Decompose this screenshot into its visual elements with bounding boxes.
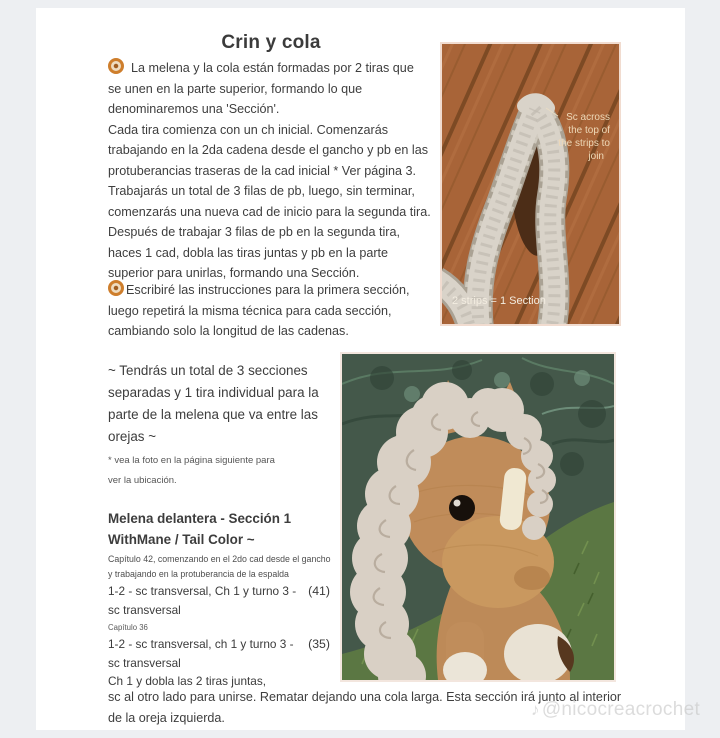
sections-note bbox=[108, 360, 319, 448]
text-line: luego repetirá la misma técnica para cada sección, bbox=[108, 303, 392, 318]
pattern-note: y trabajando en la protuberancia de la espalda bbox=[108, 569, 289, 579]
stitch-count: (35) bbox=[308, 637, 330, 651]
pattern-note: Capítulo 36 bbox=[108, 623, 148, 632]
orange-ring-bullet-icon bbox=[108, 58, 124, 74]
text-line: protuberancias traseras de la cad inicial * Ver página 3. bbox=[108, 163, 417, 178]
text-line: Trabajarás un total de 3 filas de pb, luego, sin terminar, bbox=[108, 184, 415, 198]
stitch-count: (41) bbox=[308, 584, 330, 598]
text-line: cambiando solo la longitud de las cadenas. bbox=[108, 324, 349, 338]
pattern-instructions bbox=[108, 508, 330, 691]
text-line: Cada tira comienza con un ch inicial. Comenzarás bbox=[108, 122, 388, 137]
text-line: haces 1 cad, dobla las tiras juntas y pb en la parte bbox=[108, 245, 389, 260]
text-line: se unen en la parte superior, formando lo que bbox=[108, 81, 363, 96]
watermark-handle: @nicocreacrochet bbox=[541, 699, 701, 720]
text-line: orejas ~ bbox=[108, 429, 157, 444]
horse-illustration bbox=[342, 354, 614, 680]
horse-photo bbox=[340, 352, 616, 682]
text-line: separadas y 1 tira individual para la bbox=[108, 385, 319, 400]
text-line: ~ Tendrás un total de 3 secciones bbox=[108, 363, 308, 378]
pattern-subheading: WithMane / Tail Color ~ bbox=[108, 532, 255, 547]
text-line: Después de trabajar 3 filas de pb en la segunda tira, bbox=[108, 225, 400, 239]
intro-paragraph-2 bbox=[108, 280, 409, 342]
row-text: 1-2 - sc transversal, ch 1 y turno 3 - bbox=[108, 637, 294, 651]
annotation-line: the strips to bbox=[558, 138, 610, 149]
text-line: superior para unirlas, formando una Sección. bbox=[108, 266, 360, 280]
annotation-line: the top of bbox=[568, 125, 610, 136]
text-line: parte de la melena que va entre las bbox=[108, 407, 318, 422]
document-page bbox=[36, 8, 685, 730]
orange-ring-bullet-icon bbox=[108, 280, 124, 296]
text-line: * vea la foto en la página siguiente para bbox=[108, 455, 275, 466]
music-note-icon: ♪ bbox=[531, 700, 540, 719]
watermark bbox=[531, 699, 700, 721]
pattern-row bbox=[108, 582, 330, 601]
intro-paragraphs bbox=[108, 58, 431, 284]
text-line: denominaremos una 'Sección'. bbox=[108, 102, 280, 116]
pattern-row bbox=[108, 635, 330, 654]
text-line: Escribiré las instrucciones para la primera sección, bbox=[108, 280, 409, 301]
text-line: comenzarás una nueva cad de inicio para la segunda tira. bbox=[108, 204, 431, 219]
pony-eye bbox=[449, 495, 475, 521]
text-line: La melena y la cola están formadas por 2 tiras que bbox=[108, 58, 431, 79]
pattern-row: sc transversal bbox=[108, 655, 181, 670]
text-line: sc al otro lado para unirse. Rematar dejando una cola larga. Esta sección irá junto al interior bbox=[108, 690, 622, 704]
pattern-row: Ch 1 y dobla las 2 tiras juntas, bbox=[108, 674, 267, 688]
annotation-line: Sc across bbox=[566, 112, 610, 123]
row-text: 1-2 - sc transversal, Ch 1 y turno 3 - bbox=[108, 584, 297, 598]
pattern-note: Capítulo 42, comenzando en el 2do cad desde el gancho bbox=[108, 554, 331, 564]
pattern-row: sc transversal bbox=[108, 602, 181, 617]
footnote bbox=[108, 455, 275, 495]
page-title: Crin y cola bbox=[221, 32, 321, 53]
pattern-heading: Melena delantera - Sección 1 bbox=[108, 511, 292, 526]
strips-photo bbox=[440, 42, 621, 326]
strips-illustration bbox=[442, 44, 619, 324]
text-line: de la oreja izquierda. bbox=[108, 710, 225, 725]
text-line: ver la ubicación. bbox=[108, 475, 177, 486]
annotation-line: join bbox=[588, 151, 604, 162]
text-line: trabajando en la 2da cadena desde el gancho y pb en las bbox=[108, 143, 428, 157]
photo-caption: 2 strips = 1 Section bbox=[452, 295, 546, 307]
